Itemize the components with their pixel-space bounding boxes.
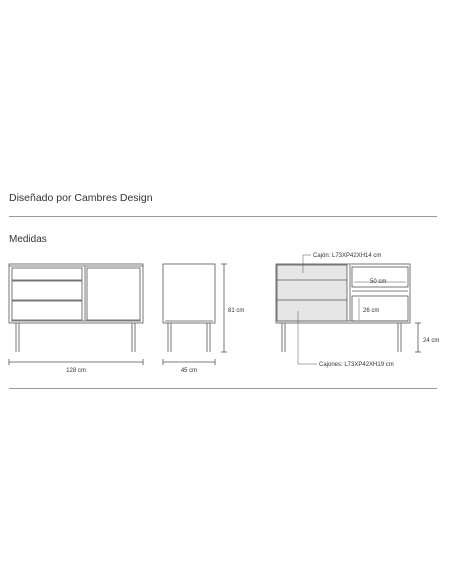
depth-label: 45 cm [180, 368, 198, 374]
front-view [9, 264, 143, 365]
width-label: 128 cm [66, 368, 86, 374]
bottom-divider [9, 388, 437, 389]
front-drawer-2 [12, 281, 82, 300]
side-view [163, 264, 227, 365]
designer-credit: Diseñado por Cambres Design [9, 192, 153, 204]
height-label: 81 cm [228, 308, 245, 314]
highlighted-drawers [277, 265, 347, 321]
front-door [87, 268, 140, 320]
front-drawer-3 [12, 301, 82, 320]
leg-height-label: 24 cm [423, 338, 440, 344]
interior-view [276, 255, 421, 364]
compartment-width-label: 50 cm [370, 279, 387, 285]
compartment-height-label: 26 cm [363, 308, 380, 314]
front-body [9, 264, 143, 323]
drawers-label: Cajones: L73XP42XH19 cm [319, 362, 394, 368]
small-drawer-label: Cajón: L73XP42XH14 cm [313, 253, 382, 259]
front-drawer-1 [12, 268, 82, 280]
interior-bottom-compartment [352, 296, 408, 321]
side-body [163, 264, 215, 323]
measurements-heading: Medidas [9, 234, 47, 245]
